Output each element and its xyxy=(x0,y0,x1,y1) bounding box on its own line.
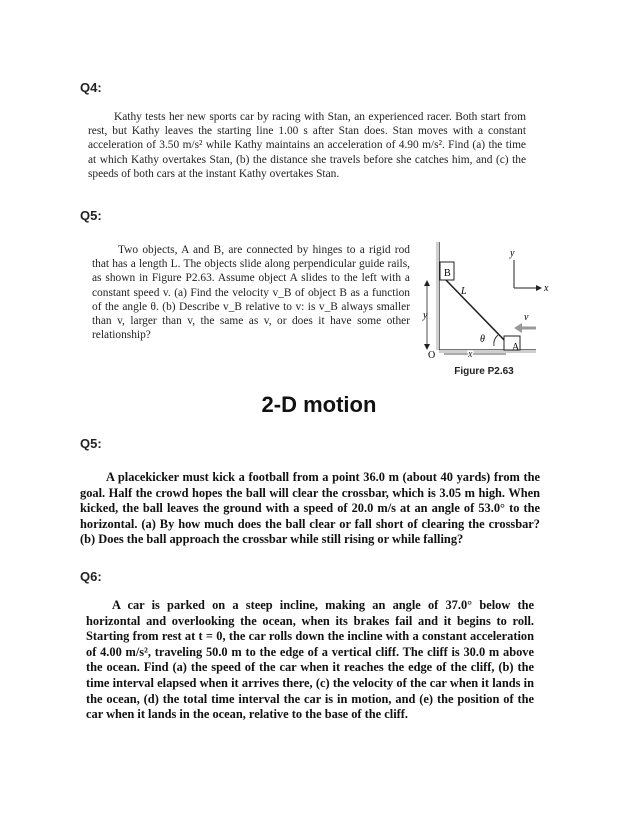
label-l: L xyxy=(461,286,467,297)
q4-text: Kathy tests her new sports car by racing with Stan, an experienced racer. Both start from rest, but Kathy leaves the starting line 1.00 s after Stan does. Stan moves with a constant acceleration of 3.50 m/s² while Kathy maintains an acceleration of 4.90 m/s². Find (a) the time at which Kathy overtakes Stan, (b) the distance she travels before she catches him, and (c) the speeds of both cars at the instant Kathy overtakes Stan. xyxy=(88,111,526,180)
label-theta: θ xyxy=(480,334,485,345)
q5-2d-text: A placekicker must kick a football from a point 36.0 m (about 40 yards) from the goal. Half the crowd hopes the ball will clear the crossbar, which is 3.05 m high. When kicked, the ball leaves the ground with a speed of 20.0 m/s at an angle of 53.0° to the horizontal. (a) By how much does the ball clear or fall short of clearing the crossbar? (b) Does the ball approach the crossbar while still rising or while falling? xyxy=(80,470,540,547)
label-origin: O xyxy=(428,350,436,360)
y-dimension-arrow-top xyxy=(424,280,430,286)
axis-x-arrow xyxy=(536,285,542,291)
horizontal-rail-hatch xyxy=(439,350,536,353)
q5-label: Q5: xyxy=(80,208,102,223)
q4-label: Q4: xyxy=(80,80,102,95)
figure-caption: Figure P2.63 xyxy=(454,366,514,377)
axis-x-label: x xyxy=(544,283,549,294)
q5-text: Two objects, A and B, are connected by hinges to a rigid rod that has a length L. The objects slide along perpendicular guide rails, as shown in Figure P2.63. Assume object A slides to the left with a constant speed v. (a) Find the velocity v_B of object B as a function of the angle θ. (b) Describe v_B relative to v: is v_B always smaller than v, larger than v, the same as v, or does it have some other relationship? xyxy=(92,244,410,342)
label-y-dim: y xyxy=(423,310,428,321)
label-v: v xyxy=(524,312,529,323)
label-a: A xyxy=(512,342,520,353)
q5-2d-label: Q5: xyxy=(80,436,102,451)
vertical-rail-hatch xyxy=(436,242,439,350)
axis-y-label: y xyxy=(510,248,515,259)
velocity-arrowhead xyxy=(514,323,522,333)
q6-label: Q6: xyxy=(80,569,102,584)
section-title: 2-D motion xyxy=(261,392,377,417)
theta-arc xyxy=(494,335,498,346)
rigid-rod xyxy=(444,278,510,346)
label-b: B xyxy=(444,268,451,279)
label-x-dim: x xyxy=(468,349,473,360)
q6-text: A car is parked on a steep incline, making an angle of 37.0° below the horizontal and overlooking the ocean, when its brakes fail and it begins to roll. Starting from rest at t = 0, the car rolls down the incline with a constant acceleration of 4.00 m/s², traveling 50.0 m to the edge of a vertical cliff. The cliff is 30.0 m above the ocean. Find (a) the speed of the car when it reaches the edge of the cliff, (b) the time interval elapsed when it arrives there, (c) the velocity of the car when it lands in the ocean, (d) the total time interval the car is in motion, and (e) the position of the car when it lands in the ocean, relative to the base of the cliff. xyxy=(86,598,534,722)
figure-p2-63 xyxy=(414,238,559,360)
